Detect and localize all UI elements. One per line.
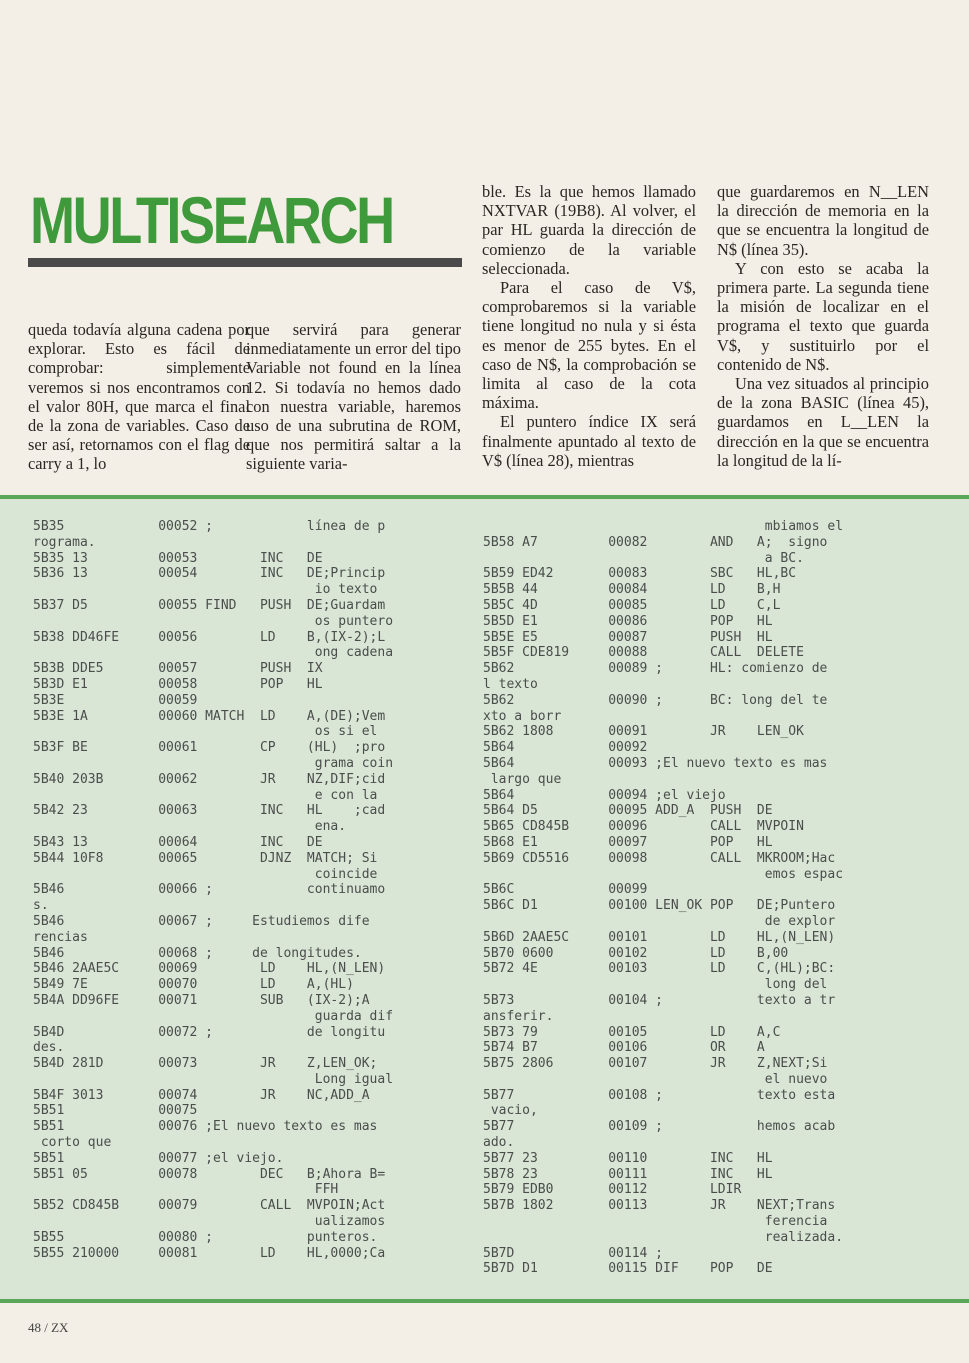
code-line: 5B46 2AAE5C 00069 LD HL,(N_LEN): [33, 961, 386, 977]
paragraph: que servirá para generar inmediatamente un error del tipo Variable not found en la línea 12. Si todavía no hemos dado con nuestra variable, haremos uso de una subrutina de ROM, que nos permitirá saltar a la siguiente varia-: [246, 320, 461, 474]
code-line: guarda dif: [33, 1008, 394, 1024]
text-column-1: [28, 320, 250, 474]
code-line: s.: [33, 898, 49, 914]
code-line: os puntero: [33, 613, 394, 629]
code-line: 5B73 79 00105 LD A,C: [483, 1024, 781, 1040]
code-line: ado.: [483, 1135, 515, 1151]
paragraph: El puntero índice IX será finalmente apuntado al texto de V$ (línea 28), mientras: [482, 412, 696, 470]
code-line: 5B35 00052 ; línea de p: [33, 519, 386, 534]
code-line: 5B49 7E 00070 LD A,(HL): [33, 977, 354, 993]
text-column-3: [482, 182, 696, 470]
code-line: 5B4A DD96FE 00071 SUB (IX-2);A: [33, 992, 370, 1008]
paragraph: queda todavía alguna cadena por explorar. Esto es fácil de comprobar: simplemente veremos si nos encontramos con el valor 80H, que marca el final de la zona de variables. Caso de ser así, retornamos con el flag de carry a 1, lo: [28, 320, 250, 474]
code-line: vacio,: [483, 1103, 538, 1119]
code-line: ong cadena: [33, 645, 394, 661]
code-line: 5B70 0600 00102 LD B,00: [483, 945, 789, 961]
code-line: l texto: [483, 676, 538, 692]
code-line: 5B36 13 00054 INC DE;Princip: [33, 566, 386, 582]
code-line: de explor: [483, 913, 836, 929]
code-line: 5B62 1808 00091 JR LEN_OK: [483, 724, 804, 740]
text-column-2: [246, 320, 461, 474]
code-line: largo que: [483, 771, 562, 787]
code-line: 5B3B DDE5 00057 PUSH IX: [33, 661, 323, 677]
code-line: ualizamos: [33, 1214, 386, 1230]
code-line: 5B3F BE 00061 CP (HL) ;pro: [33, 740, 386, 756]
code-line: 5B78 23 00111 INC HL: [483, 1166, 773, 1182]
code-line: corto que: [33, 1135, 112, 1151]
code-line: grama coin: [33, 755, 394, 771]
code-line: 5B5B 44 00084 LD B,H: [483, 582, 781, 598]
code-line: ena.: [33, 819, 347, 835]
code-line: 5B5F CDE819 00088 CALL DELETE: [483, 645, 804, 661]
code-line: 5B6D 2AAE5C 00101 LD HL,(N_LEN): [483, 929, 836, 945]
page-folio: 48 / ZX: [28, 1320, 69, 1335]
code-line: 5B37 D5 00055 FIND PUSH DE;Guardam: [33, 597, 386, 613]
code-line: 5B7B 1802 00113 JR NEXT;Trans: [483, 1198, 836, 1214]
code-line: 5B72 4E 00103 LD C,(HL);BC:: [483, 961, 836, 977]
code-line: 5B43 13 00064 INC DE: [33, 834, 323, 850]
code-line: 5B51 00076 ;El nuevo texto es mas: [33, 1119, 378, 1135]
code-line: 5B5D E1 00086 POP HL: [483, 613, 773, 629]
code-line: 5B69 CD5516 00098 CALL MKROOM;Hac: [483, 850, 836, 866]
code-line: 5B4F 3013 00074 JR NC,ADD_A: [33, 1087, 370, 1103]
paragraph: Una vez situados al principio de la zona BASIC (línea 45), guardamos en L__LEN la dirección en la que se encuentra la longitud de la lí-: [717, 374, 929, 470]
code-line: 5B51 00077 ;el viejo.: [33, 1150, 284, 1166]
code-line: el nuevo: [483, 1071, 828, 1087]
code-line: 5B3E 00059: [33, 692, 198, 708]
paragraph: Y con esto se acaba la primera parte. La segunda tiene la misión de localizar en el programa el texto que guarda V$, y sustituirlo por el contenido de N$.: [717, 258, 929, 374]
paragraph: que guardaremos en N__LEN la dirección de memoria en la que se encuentra la longitud de N$ (línea 35).: [717, 182, 929, 259]
code-line: 5B46 00066 ; continuamo: [33, 882, 386, 898]
code-line: 5B52 CD845B 00079 CALL MVPOIN;Act: [33, 1198, 386, 1214]
code-line: 5B64 00092: [483, 740, 648, 756]
code-line: 5B64 D5 00095 ADD_A PUSH DE: [483, 803, 773, 819]
code-line: 5B5E E5 00087 PUSH HL: [483, 629, 773, 645]
code-line: long del: [483, 977, 828, 993]
code-line: 5B65 CD845B 00096 CALL MVPOIN: [483, 819, 804, 835]
code-line: 5B35 13 00053 INC DE: [33, 550, 323, 566]
code-line: ansferir.: [483, 1008, 554, 1024]
code-line: 5B6C 00099: [483, 882, 648, 898]
article-title: MULTISEARCH: [30, 183, 393, 257]
code-line: realizada.: [483, 1229, 844, 1245]
paragraph: Para el caso de V$, comprobaremos si la variable tiene longitud no nula y si ésta es menor de 255 bytes. En el caso de N$, la comprobación se limita al caso de la cota máxima.: [482, 278, 696, 413]
code-line: 5B3D E1 00058 POP HL: [33, 676, 323, 692]
code-line: 5B77 23 00110 INC HL: [483, 1150, 773, 1166]
code-line: rencias: [33, 929, 88, 945]
code-line: 5B5C 4D 00085 LD C,L: [483, 597, 781, 613]
code-line: ferencia: [483, 1214, 828, 1230]
code-line: 5B77 00109 ; hemos acab: [483, 1119, 836, 1135]
code-line: mbiamos el: [483, 519, 844, 534]
code-line: 5B79 EDB0 00112 LDIR: [483, 1182, 742, 1198]
text-column-4: [717, 182, 929, 470]
code-line: 5B44 10F8 00065 DJNZ MATCH; Si: [33, 850, 378, 866]
title-underline: [28, 258, 462, 267]
code-line: 5B40 203B 00062 JR NZ,DIF;cid: [33, 771, 386, 787]
code-line: 5B62 00089 ; HL: comienzo de: [483, 661, 828, 677]
code-line: emos espac: [483, 866, 844, 882]
code-line: os si el: [33, 724, 378, 740]
code-line: coincide: [33, 866, 378, 882]
code-line: 5B51 00075: [33, 1103, 198, 1119]
code-line: 5B77 00108 ; texto esta: [483, 1087, 836, 1103]
code-line: 5B55 210000 00081 LD HL,0000;Ca: [33, 1245, 386, 1261]
code-line: xto a borr: [483, 708, 562, 724]
code-listing-left: [33, 519, 393, 1261]
paragraph: ble. Es la que hemos llamado NXTVAR (19B8). Al volver, el par HL guarda la dirección de comienzo de la variable seleccionada.: [482, 182, 696, 278]
code-line: 5B68 E1 00097 POP HL: [483, 834, 773, 850]
code-line: 5B51 05 00078 DEC B;Ahora B=: [33, 1166, 386, 1182]
code-line: a BC.: [483, 550, 804, 566]
code-line: rograma.: [33, 534, 96, 550]
code-line: 5B75 2806 00107 JR Z,NEXT;Si: [483, 1056, 828, 1072]
code-line: 5B4D 00072 ; de longitu: [33, 1024, 386, 1040]
code-line: 5B58 A7 00082 AND A; signo: [483, 534, 828, 550]
code-line: 5B73 00104 ; texto a tr: [483, 992, 836, 1008]
code-line: 5B59 ED42 00083 SBC HL,BC: [483, 566, 797, 582]
code-line: 5B55 00080 ; punteros.: [33, 1229, 378, 1245]
code-line: 5B42 23 00063 INC HL ;cad: [33, 803, 386, 819]
code-line: 5B62 00090 ; BC: long del te: [483, 692, 828, 708]
code-line: 5B46 00067 ; Estudiemos dife: [33, 913, 370, 929]
code-line: e con la: [33, 787, 378, 803]
code-line: io texto: [33, 582, 378, 598]
code-line: 5B38 DD46FE 00056 LD B,(IX-2);L: [33, 629, 386, 645]
code-line: 5B3E 1A 00060 MATCH LD A,(DE);Vem: [33, 708, 386, 724]
code-line: Long igual: [33, 1071, 394, 1087]
code-line: 5B46 00068 ; de longitudes.: [33, 945, 362, 961]
code-line: FFH: [33, 1182, 339, 1198]
code-line: 5B7D D1 00115 DIF POP DE: [483, 1261, 773, 1277]
code-line: 5B6C D1 00100 LEN_OK POP DE;Puntero: [483, 898, 836, 914]
code-line: des.: [33, 1040, 65, 1056]
code-line: 5B74 B7 00106 OR A: [483, 1040, 765, 1056]
code-line: 5B64 00093 ;El nuevo texto es mas: [483, 755, 828, 771]
code-listing-right: [483, 519, 843, 1277]
code-line: 5B4D 281D 00073 JR Z,LEN_OK;: [33, 1056, 378, 1072]
code-line: 5B7D 00114 ;: [483, 1245, 664, 1261]
listing-border-bottom: [0, 1299, 969, 1303]
code-line: 5B64 00094 ;el viejo: [483, 787, 726, 803]
